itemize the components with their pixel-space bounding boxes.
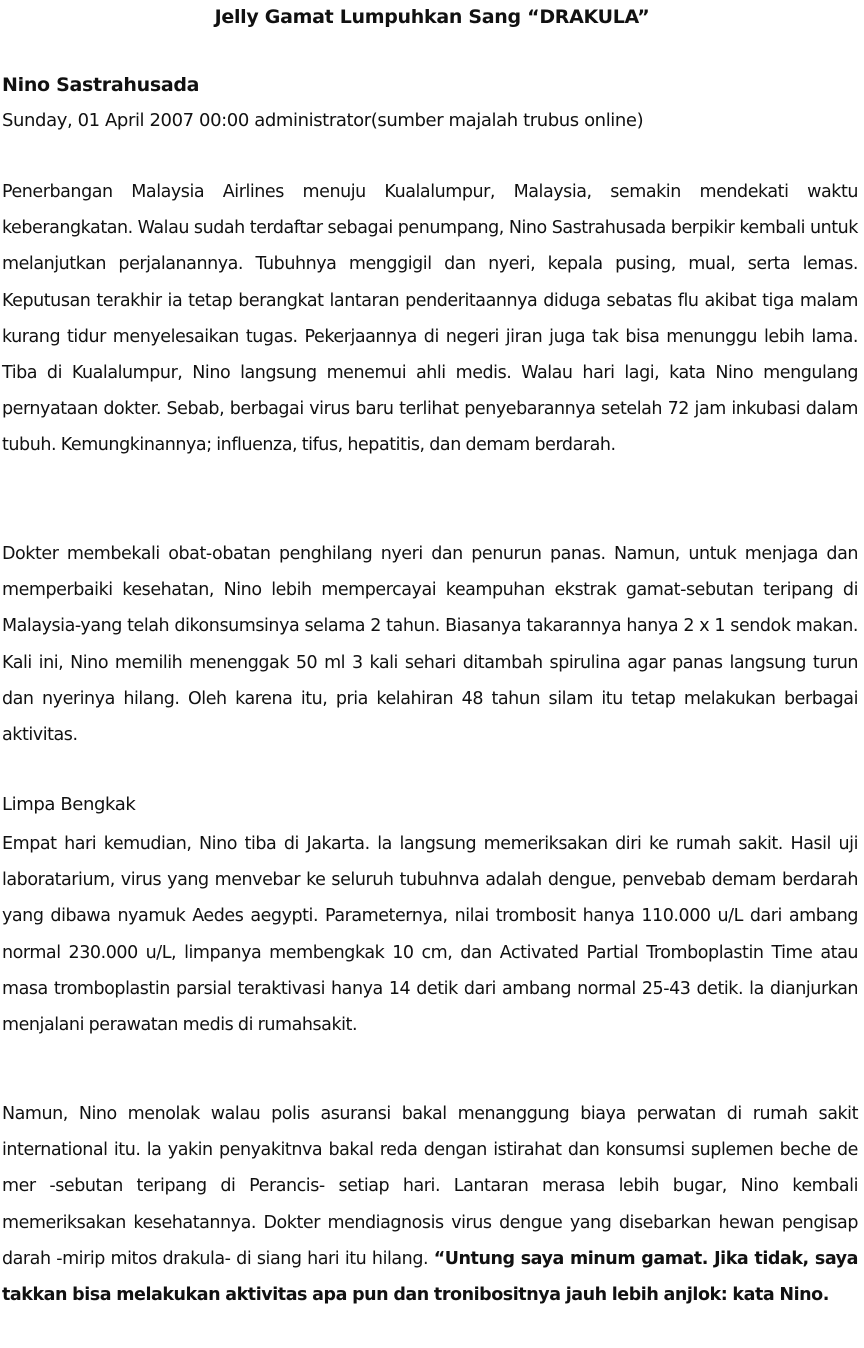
paragraph-3: Empat hari kemudian, Nino tiba di Jakarta. la langsung memeriksakan diri ke rumah sakit. Hasil uji laboratarium, virus yang menvebar ke seluruh tubuhnva adalah dengue, penvebab demam berdarah yang dibawa nyamuk Aedes aegypti. Parameternya, nilai trombosit hanya 110.000 u/L dari ambang normal 230.000 u/L, limpanya membengkak 10 cm, dan Activated Partial Tromboplastin Time atau masa tromboplastin parsial teraktivasi hanya 14 detik dari ambang normal 25-43 detik. la dianjurkan menjalani perawatan medis di rumahsakit. — [2, 834, 858, 1036]
paragraph-4-text: Namun, Nino menolak walau polis asuransi bakal menanggung biaya perwatan di rumah sakit international itu. la yakin penyakitnva bakal reda dengan istirahat dan konsumsi suplemen beche de mer -sebutan teripang di Perancis- setiap hari. Lantaran merasa lebih bugar, Nino kembali memeriksakan kesehatannya. Dokter mendiagnosis virus dengue yang disebarkan hewan pengisap darah -mirip mitos drakula- di siang hari itu hilang. — [2, 1104, 858, 1269]
article-author: Nino Sastrahusada — [2, 74, 200, 96]
paragraph-1: Penerbangan Malaysia Airlines menuju Kualalumpur, Malaysia, semakin mendekati waktu keberangkatan. Walau sudah terdaftar sebagai penumpang, Nino Sastrahusada berpikir kembali untuk melanjutkan perjalanannya. Tubuhnya menggigil dan nyeri, kepala pusing, mual, serta lemas. Keputusan terakhir ia tetap berangkat lantaran penderitaannya diduga sebatas flu akibat tiga malam kurang tidur menyelesaikan tugas. Pekerjaannya di negeri jiran juga tak bisa menunggu lebih lama. Tiba di Kualalumpur, Nino langsung menemui ahli medis. Walau hari lagi, kata Nino mengulang pernyataan dokter. Sebab, berbagai virus baru terlihat penyebarannya setelah 72 jam inkubasi dalam tubuh. Kemungkinannya; influenza, tifus, hepatitis, dan demam berdarah. — [2, 182, 858, 456]
paragraph-2: Dokter membekali obat-obatan penghilang nyeri dan penurun panas. Namun, untuk menjaga dan memperbaiki kesehatan, Nino lebih mempercayai keampuhan ekstrak gamat-sebutan teripang di Malaysia-yang telah dikonsumsinya selama 2 tahun. Biasanya takarannya hanya 2 x 1 sendok makan. Kali ini, Nino memilih menenggak 50 ml 3 kali sehari ditambah spirulina agar panas langsung turun dan nyerinya hilang. Oleh karena itu, pria kelahiran 48 tahun silam itu tetap melakukan berbagai aktivitas. — [2, 544, 858, 746]
section-subheading: Limpa Bengkak — [2, 794, 136, 815]
article-dateline: Sunday, 01 April 2007 00:00 administrator(sumber majalah trubus online) — [2, 110, 644, 131]
article-title: Jelly Gamat Lumpuhkan Sang “DRAKULA” — [214, 6, 650, 28]
paragraph-4 — [2, 1096, 858, 1313]
paragraph-4-quote: “Untung saya minum gamat. Jika tidak, saya takkan bisa melakukan aktivitas apa pun dan tronibositnya jauh lebih anjlok: kata Nino. — [2, 1248, 858, 1306]
